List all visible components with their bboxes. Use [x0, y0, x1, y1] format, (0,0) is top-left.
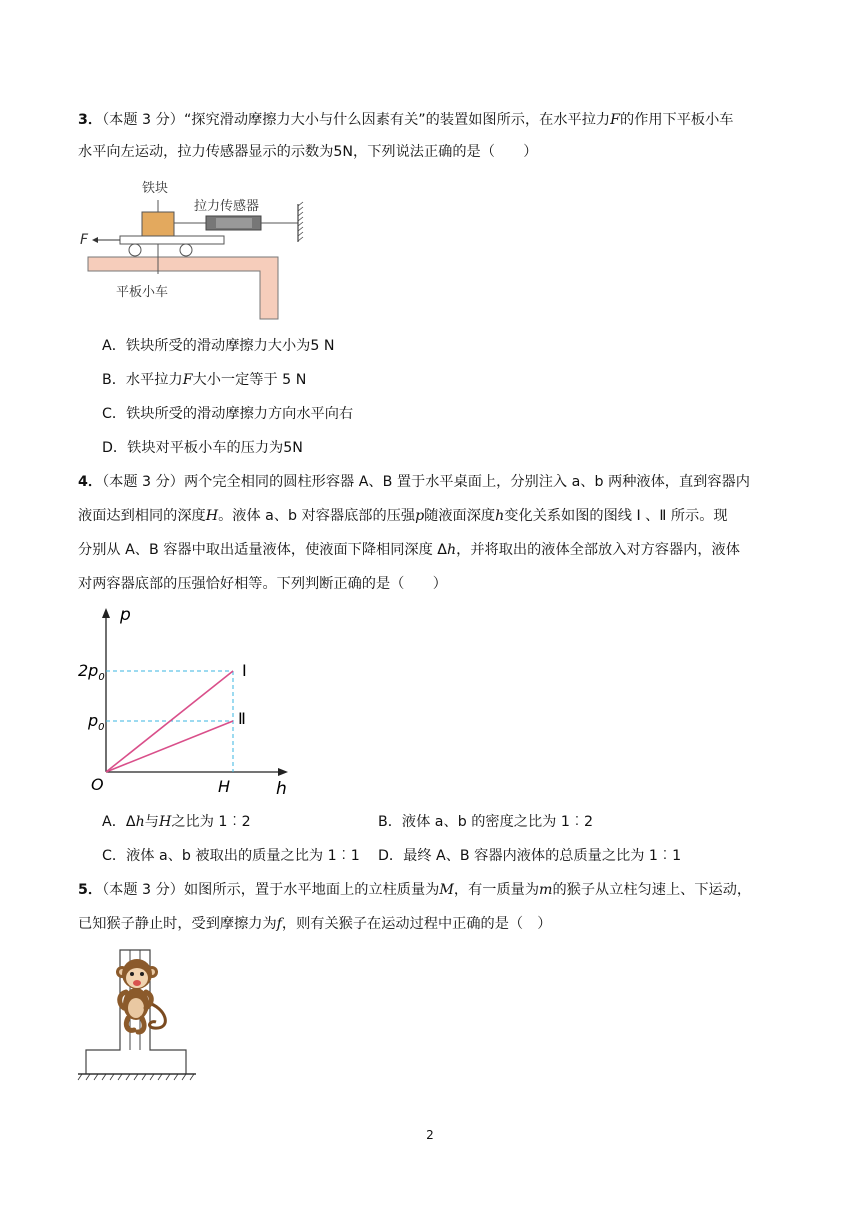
line-II: [106, 721, 233, 772]
tick-p0-label: $p_0$: [88, 711, 105, 733]
q4-text: 。液体 a、b 对容器底部的压强: [218, 508, 416, 524]
option-text: 铁块对平板小车的压力为: [127, 440, 284, 456]
option-letter: C．: [102, 848, 127, 864]
iron-block: [142, 212, 174, 236]
q5-var: M: [439, 882, 454, 898]
q4-line-4: 对两容器底部的压强恰好相等。下列判断正确的是（ ）: [78, 576, 447, 592]
label-force-f: F: [80, 232, 89, 248]
q4-var: H: [205, 508, 219, 524]
q5-text: 如图所示，置于水平地面上的立柱质量为: [183, 882, 440, 898]
tick-H-label: H: [218, 777, 231, 796]
option-letter: B．: [378, 814, 402, 830]
q4-text: 液面达到相同的深度: [78, 508, 206, 524]
q5-text: ，则有关猴子在运动过程中正确的是（ ）: [281, 916, 552, 932]
tick-2p0-label: $2p_0$: [78, 661, 105, 683]
monkey-icon: [116, 959, 165, 1032]
option-text-tail: 大小一定等于 5 N: [192, 372, 307, 388]
q4-text: 分别从 A、B 容器中取出适量液体，使液面下降相同深度 Δ: [78, 542, 447, 558]
q4-option-b[interactable]: [378, 812, 593, 832]
q3-option-a[interactable]: [102, 336, 335, 356]
q3-text-b: 的作用下平板小车: [619, 112, 734, 128]
label-cart: 平板小车: [116, 285, 169, 300]
q3-option-b[interactable]: [102, 370, 306, 390]
q4-text: 变化关系如图的图线 Ⅰ 、Ⅱ 所示。现: [504, 508, 728, 524]
option-text-tail: 5 N: [310, 338, 335, 354]
q4-var: h: [447, 542, 457, 558]
cart-wheel-right: [180, 244, 192, 256]
q5-points: （本题 3 分）: [102, 882, 184, 898]
q3-points: （本题 3 分）: [102, 112, 184, 128]
q4-pressure-depth-graph: [76, 600, 306, 800]
option-letter: A．: [102, 338, 126, 354]
cart-wheel-left: [129, 244, 141, 256]
q3-option-d[interactable]: [102, 438, 303, 458]
label-force-sensor: 拉力传感器: [194, 199, 260, 214]
option-letter: A．: [102, 814, 126, 830]
option-text: 液体 a、b 被取出的质量之比为 1︰1: [126, 848, 360, 864]
q5-text: 已知猴子静止时，受到摩擦力为: [78, 916, 277, 932]
q5-number: 5．: [78, 882, 103, 898]
line-II-label: Ⅱ: [238, 709, 246, 728]
q4-option-d[interactable]: [378, 846, 681, 866]
q5-monkey-pole-figure: [76, 942, 202, 1086]
page-number: 2: [426, 1128, 434, 1142]
q5-line-2: [78, 914, 551, 934]
option-var: h: [135, 814, 145, 830]
cart-board: [120, 236, 224, 244]
option-letter: B．: [102, 372, 126, 388]
option-text: 之比为 1︰2: [171, 814, 251, 830]
q5-line-1: [78, 880, 751, 900]
q3-friction-apparatus-figure: [76, 174, 306, 324]
label-iron-block: 铁块: [142, 181, 169, 196]
q3-line-2: 水平向左运动，拉力传感器显示的示数为5N，下列说法正确的是（ ）: [78, 144, 538, 160]
q4-text: ，并将取出的液体全部放入对方容器内，液体: [456, 542, 740, 558]
option-letter: D．: [102, 440, 128, 456]
q5-text: ，有一质量为: [453, 882, 540, 898]
option-text: 铁块所受的滑动摩擦力方向水平向右: [126, 406, 354, 422]
option-text: 铁块所受的滑动摩擦力大小为: [125, 338, 311, 354]
option-letter: D．: [378, 848, 404, 864]
q5-text: 的猴子从立柱匀速上、下运动，: [552, 882, 752, 898]
option-letter: C．: [102, 406, 127, 422]
option-text: 液体 a、b 的密度之比为 1︰2: [401, 814, 594, 830]
q4-text: 随液面深度: [424, 508, 496, 524]
q3-number: 3．: [78, 112, 103, 128]
option-text: 与: [144, 814, 159, 830]
option-text: 最终 A、B 容器内液体的总质量之比为 1︰1: [403, 848, 682, 864]
q4-var: h: [495, 508, 505, 524]
y-axis-label: p: [120, 605, 131, 625]
q3-var-f: F: [610, 112, 620, 128]
q3-option-c[interactable]: [102, 404, 353, 424]
q4-option-c[interactable]: [102, 846, 360, 866]
option-text: 水平拉力: [125, 372, 183, 388]
q4-var: p: [415, 508, 425, 524]
origin-label: O: [91, 775, 104, 794]
q3-line-1: [78, 110, 733, 130]
q4-points: （本题 3 分）: [102, 474, 184, 490]
x-axis-label: h: [276, 779, 287, 799]
q4-number: 4．: [78, 474, 103, 490]
q4-line-3: [78, 540, 740, 560]
q4-line-1: [78, 472, 750, 492]
q5-var: f: [276, 916, 282, 932]
option-var: H: [158, 814, 172, 830]
line-I-label: Ⅰ: [242, 661, 247, 680]
q4-option-a[interactable]: [102, 812, 251, 832]
option-text: Δ: [125, 814, 136, 830]
option-var: F: [182, 372, 193, 388]
q3-text-a: “探究滑动摩擦力大小与什么因素有关”的装置如图所示，在水平拉力: [183, 112, 611, 128]
q4-line-2: [78, 506, 728, 526]
option-text-tail: 5N: [283, 440, 303, 456]
q4-text: 两个完全相同的圆柱形容器 A、B 置于水平桌面上，分别注入 a、b 两种液体，直到容器内: [183, 474, 750, 490]
q5-var: m: [539, 882, 553, 898]
